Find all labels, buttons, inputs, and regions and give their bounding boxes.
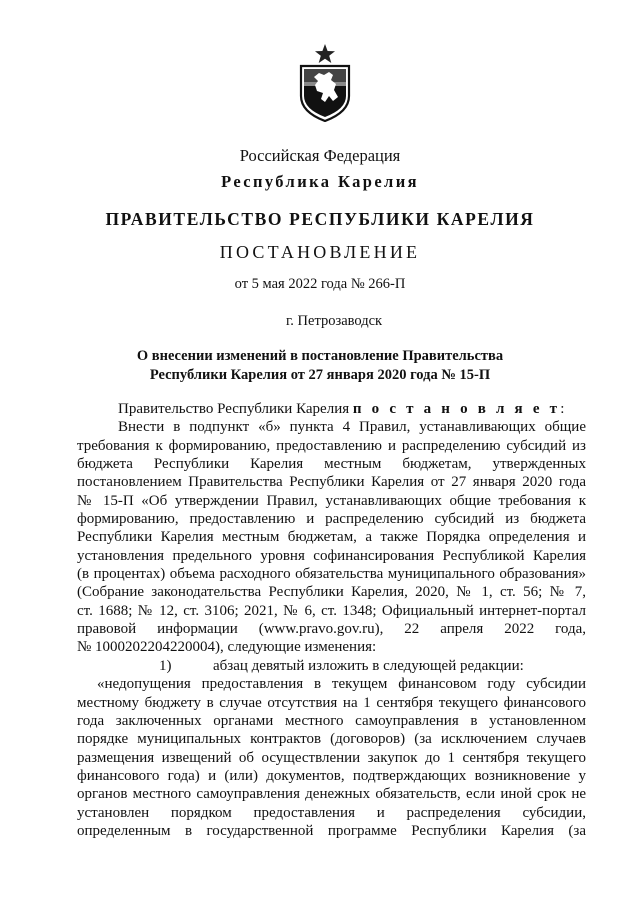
body-line: № 15-П «Об утверждении Правил, устанавливающих общие требования к <box>77 492 586 509</box>
body-line: требования к формированию, предоставлению и распределению субсидий из <box>77 437 586 454</box>
quote-line: года заключенных органами местного самоуправления в установленном <box>77 712 586 729</box>
item-number: 1) <box>159 657 172 674</box>
quote-line: размещения извещений об осуществлении закупок до 1 сентября текущего <box>77 749 586 766</box>
city-line: г. Петрозаводск <box>286 313 383 329</box>
quote-line: «недопущения предоставления в текущем финансовом году субсидии <box>97 676 586 693</box>
coat-of-arms-emblem <box>296 44 354 122</box>
quote-line: определенным в государственной программе Республики Карелия (за <box>77 822 586 839</box>
body-line: правовой информации (www.pravo.gov.ru), 22 апреля 2022 года, <box>77 621 586 638</box>
item-text: абзац девятый изложить в следующей редакции: <box>213 657 524 674</box>
quote-line: порядке муниципальных контрактов (договоров) (за исключением случаев <box>77 731 586 748</box>
body-line: № 1000202204220004), следующие изменения: <box>77 639 377 656</box>
date-number-line: от 5 мая 2022 года № 266-П <box>234 276 406 292</box>
body-line: установления предельного уровня софинансирования Республикой Карелия <box>77 547 586 564</box>
republic-label: Республика Карелия <box>221 172 419 191</box>
document-title-line-1: О внесении изменений в постановление Правительства <box>136 348 504 364</box>
body-line: (Собрание законодательства Республики Карелия, 2020, № 1, ст. 56; № 7, <box>77 584 586 601</box>
quote-line: органов местного самоуправления денежных обязательств, если иной срок не <box>77 786 586 803</box>
document-type-heading: ПОСТАНОВЛЕНИЕ <box>219 242 421 262</box>
document-body <box>77 400 586 840</box>
body-line: формированию, предоставлению и распределению субсидий из бюджета <box>77 511 586 528</box>
quote-line: финансового года) и (или) документов, подтверждающих возникновение у <box>77 767 586 784</box>
body-line: ст. 1688; № 12, ст. 3106; 2021, № 6, ст. 1348; Официальный интернет-портал <box>77 602 586 619</box>
preamble-colon: : <box>560 401 565 417</box>
body-line: постановлением Правительства Республики Карелия от 27 января 2020 года <box>77 474 586 491</box>
government-heading: ПРАВИТЕЛЬСТВО РЕСПУБЛИКИ КАРЕЛИЯ <box>105 209 535 229</box>
body-line: Республики Карелия местным бюджетам, а также Порядка определения и <box>77 529 586 546</box>
star-icon <box>315 44 335 63</box>
quote-line: установлен порядком предоставления и распределения субсидии, <box>77 804 586 821</box>
preamble-text: Правительство Республики Карелия <box>118 401 353 417</box>
quote-line: местному бюджету в случае отсутствия на 1 сентября текущего финансового <box>77 694 586 711</box>
body-line: бюджета Республики Карелия местным бюджетам, утвержденных <box>77 456 586 473</box>
item-line <box>77 657 586 675</box>
document-title-line-2: Республики Карелия от 27 января 2020 года № 15-П <box>149 367 491 383</box>
preamble-line <box>77 400 586 418</box>
body-line: (в процентах) объема расходного обязательства муниципального образования» <box>77 566 586 583</box>
body-line: Внести в подпункт «б» пункта 4 Правил, устанавливающих общие <box>118 419 586 436</box>
resolves-word: п о с т а н о в л я е т <box>352 401 561 417</box>
federation-label: Российская Федерация <box>239 146 401 165</box>
